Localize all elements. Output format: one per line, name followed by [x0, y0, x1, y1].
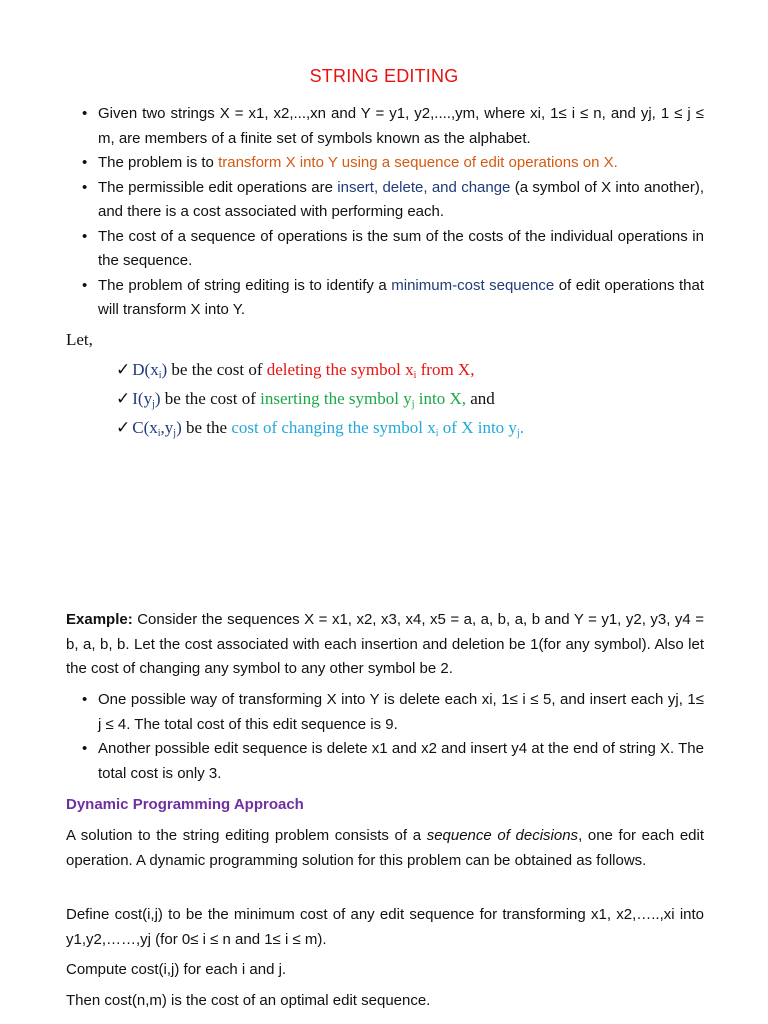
example-paragraph: Example: Consider the sequences X = x1, x2, x3, x4, x5 = a, a, b, a, b and Y = y1, y2, y3, y4 = b, a, b, b. Let the cost associated with each insertion and deletion be 1(for any symbol). Also let the cost of changing any symbol to any other symbol be 2. — [66, 611, 704, 677]
page-title: STRING EDITING — [309, 66, 459, 86]
definition-insertion: ✓ $I(y_j)$ be the cost of inserting the symbol $y_j$ into X, and — [116, 389, 495, 410]
section-heading: Dynamic Programming Approach — [66, 796, 304, 813]
definition-list — [116, 358, 524, 445]
list-item: • The problem of string editing is to identify a minimum-cost sequence of edit operations that will transform X into Y. — [82, 274, 704, 323]
dp-paragraph: Compute cost(i,j) for each i and j. — [66, 961, 287, 978]
intro-bullet-list — [82, 102, 704, 323]
checkmark-icon: ✓ — [116, 360, 131, 379]
highlight-text: insert, delete, and change — [337, 178, 511, 196]
dp-paragraph: Then cost(n,m) is the cost of an optimal edit sequence. — [66, 992, 431, 1009]
symbol-text: $I(y_j)$ — [132, 389, 161, 410]
highlight-text: inserting the symbol $y_j$ into X, — [260, 389, 466, 410]
list-item: • One possible way of transforming X into Y is delete each xi, 1≤ i ≤ 5, and insert each yj, 1≤ j ≤ 4. The total cost of this edit sequence is 9. — [82, 688, 704, 737]
highlight-text: minimum-cost sequence — [391, 276, 555, 294]
definition-change: ✓ $C(x_i,y_j)$ be the cost of changing the symbol $x_i$ of X into $y_j$. — [116, 418, 524, 439]
dp-paragraph: Define cost(i,j) to be the minimum cost of any edit sequence for transforming x1, x2,…..,xi into y1,y2,……,yj (for 0≤ i ≤ n and 1≤ i ≤ m). — [66, 906, 704, 948]
checkmark-icon: ✓ — [116, 389, 131, 408]
list-item: • The cost of a sequence of operations is the sum of the costs of the individual operations in the sequence. — [82, 225, 704, 274]
example-label: Example: — [66, 611, 133, 628]
checkmark-icon: ✓ — [116, 418, 131, 437]
symbol-text: $D(x_i)$ — [132, 360, 168, 381]
list-item: • The problem is to transform X into Y using a sequence of edit operations on X. — [82, 151, 704, 176]
definition-deletion: ✓ $D(x_i)$ be the cost of deleting the symbol $x_i$ from X, — [116, 360, 475, 381]
let-label: Let, — [66, 330, 93, 349]
example-bullet-list — [82, 688, 704, 786]
highlight-text: transform X into Y using a sequence of edit operations on X. — [218, 154, 618, 171]
highlight-text: cost of changing the symbol $x_i$ of X into $y_j$. — [231, 418, 524, 439]
list-item: • The permissible edit operations are insert, delete, and change (a symbol of X into another), and there is a cost associated with performing each. — [82, 176, 704, 225]
list-item: • Another possible edit sequence is delete x1 and x2 and insert y4 at the end of string X. The total cost is only 3. — [82, 737, 704, 786]
list-item: • Given two strings X = x1, x2,...,xn and Y = y1, y2,....,ym, where xi, 1≤ i ≤ n, and yj, 1 ≤ j ≤ m, are members of a finite set of symbols known as the alphabet. — [82, 102, 704, 151]
dp-paragraph: A solution to the string editing problem consists of a sequence of decisions, one for each edit operation. A dynamic programming solution for this problem can be obtained as follows. — [66, 827, 705, 869]
highlight-text: deleting the symbol $x_i$ from X, — [266, 360, 475, 381]
symbol-text: $C(x_i,y_j)$ — [132, 418, 182, 439]
